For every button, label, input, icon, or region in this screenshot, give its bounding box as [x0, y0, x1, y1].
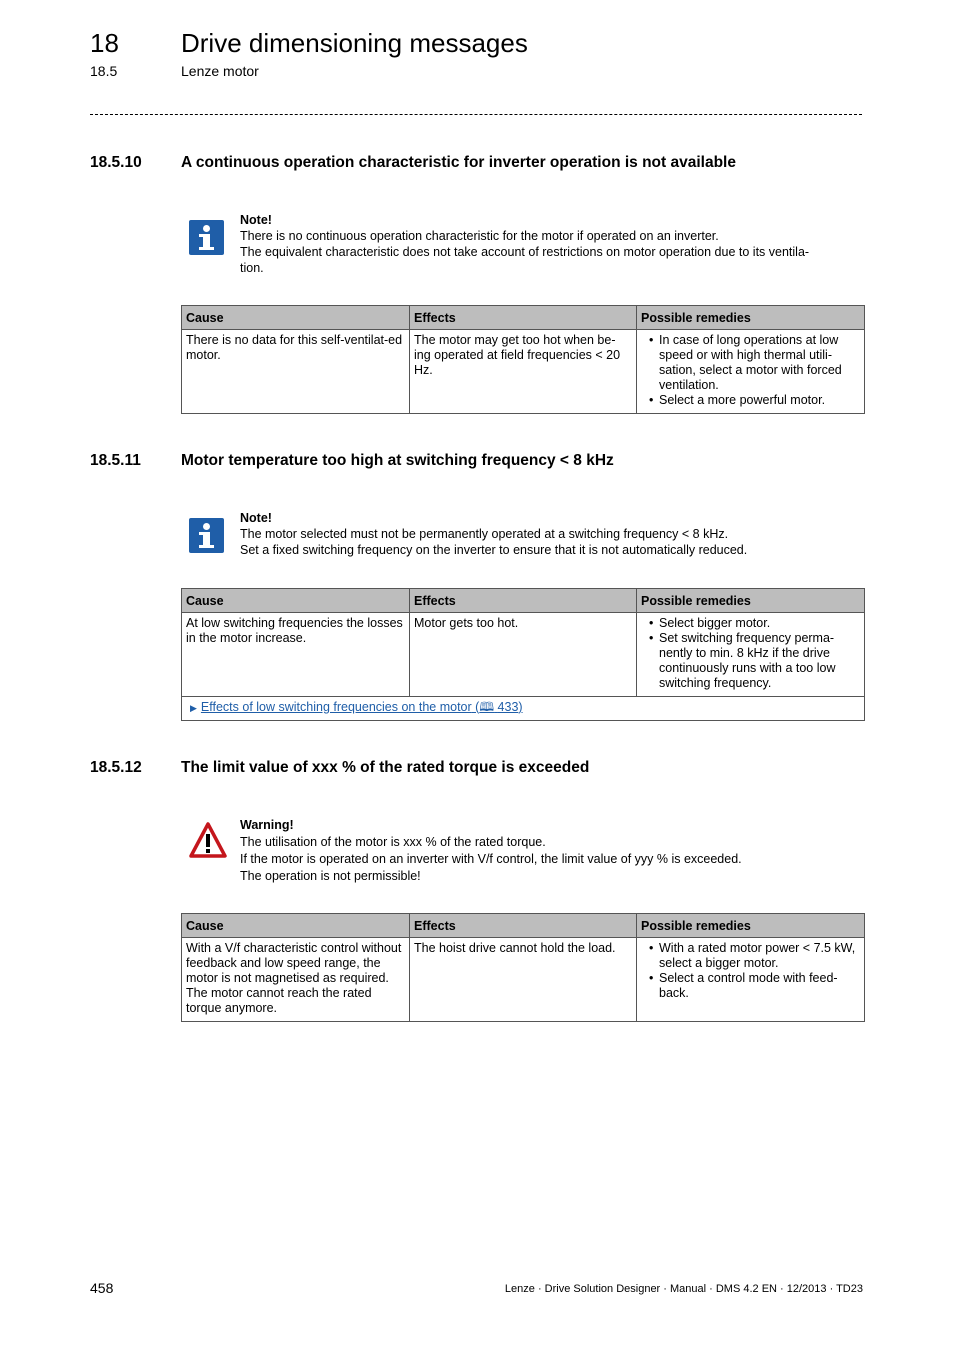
column-header-effects: Effects	[410, 306, 637, 330]
warning-line: The operation is not permissible!	[240, 869, 421, 883]
remedies-cell	[637, 613, 865, 697]
section-title: Lenze motor	[181, 63, 259, 79]
message-table	[181, 913, 865, 1022]
remedies-cell	[637, 938, 865, 1022]
column-header-effects: Effects	[410, 589, 637, 613]
info-icon	[189, 518, 224, 553]
subsection-number: 18.5.12	[90, 759, 142, 776]
remedy-item: • Select a control mode with feed-back.	[659, 971, 860, 1001]
chapter-title: Drive dimensioning messages	[181, 28, 528, 58]
cause-cell: With a V/f characteristic control without feedback and low speed range, the motor is not magnetised as required. The motor cannot reach the rated torque anymore.	[182, 938, 410, 1022]
column-header-remedies: Possible remedies	[637, 589, 865, 613]
cross-reference-link[interactable]: Effects of low switching frequencies on the motor	[200, 700, 472, 714]
note-heading: Note!	[240, 511, 272, 525]
table-row	[182, 613, 865, 697]
document-info: Lenze · Drive Solution Designer · Manual · DMS 4.2 EN · 12/2013 · TD23	[504, 1283, 863, 1295]
warning-box	[240, 817, 860, 884]
header-divider	[90, 114, 862, 115]
warning-line: The utilisation of the motor is xxx % of the rated torque.	[240, 835, 546, 849]
warning-triangle-icon	[189, 822, 227, 858]
book-icon: 🕮	[479, 700, 495, 714]
effects-cell: The motor may get too hot when be-ing operated at field frequencies < 20 Hz.	[410, 330, 637, 414]
reference-cell: ▶ Effects of low switching frequencies on the motor (🕮 433)	[182, 697, 865, 721]
remedy-item: • Set switching frequency perma-nently to min. 8 kHz if the drive continuously runs with a too low switching frequency.	[659, 631, 860, 691]
remedies-cell	[637, 330, 865, 414]
subsection-number: 18.5.11	[90, 452, 141, 469]
column-header-cause: Cause	[182, 914, 410, 938]
column-header-cause: Cause	[182, 306, 410, 330]
info-icon	[189, 220, 224, 255]
column-header-cause: Cause	[182, 589, 410, 613]
table-link-row	[182, 697, 865, 721]
message-table	[181, 588, 865, 721]
effects-cell: Motor gets too hot.	[410, 613, 637, 697]
table-header-row	[182, 914, 865, 938]
column-header-remedies: Possible remedies	[637, 306, 865, 330]
cause-cell: At low switching frequencies the losses in the motor increase.	[182, 613, 410, 697]
remedy-item: • Select bigger motor.	[659, 616, 860, 631]
page-reference[interactable]: 433	[497, 700, 519, 714]
effects-cell: The hoist drive cannot hold the load.	[410, 938, 637, 1022]
warning-line: If the motor is operated on an inverter with V/f control, the limit value of yyy % is exceeded.	[240, 852, 742, 866]
table-row	[182, 330, 865, 414]
note-line: Set a fixed switching frequency on the inverter to ensure that it is not automatically reduced.	[240, 543, 748, 557]
remedy-item: • With a rated motor power < 7.5 kW, select a bigger motor.	[659, 941, 860, 971]
subsection-title: Motor temperature too high at switching frequency < 8 kHz	[181, 452, 614, 469]
note-line: The motor selected must not be permanently operated at a switching frequency < 8 kHz.	[240, 527, 729, 541]
column-header-effects: Effects	[410, 914, 637, 938]
cause-cell: There is no data for this self-ventilat-ed motor.	[182, 330, 410, 414]
note-box	[240, 212, 860, 276]
subsection-title: The limit value of xxx % of the rated torque is exceeded	[181, 759, 590, 776]
warning-heading: Warning!	[240, 818, 294, 832]
subsection-title: A continuous operation characteristic for inverter operation is not available	[181, 154, 736, 171]
arrow-right-icon: ▶	[190, 703, 197, 713]
chapter-number: 18	[90, 28, 119, 58]
message-table	[181, 305, 865, 414]
subsection-number: 18.5.10	[90, 154, 142, 171]
note-line: There is no continuous operation characteristic for the motor if operated on an inverter.	[240, 229, 719, 243]
note-box	[240, 510, 860, 558]
section-number: 18.5	[90, 63, 118, 79]
table-header-row	[182, 589, 865, 613]
table-header-row	[182, 306, 865, 330]
note-heading: Note!	[240, 213, 272, 227]
page-number: 458	[90, 1280, 114, 1296]
note-line: The equivalent characteristic does not take account of restrictions on motor operation due to its ventila-	[240, 245, 810, 259]
column-header-remedies: Possible remedies	[637, 914, 865, 938]
note-line: tion.	[240, 261, 264, 275]
table-row	[182, 938, 865, 1022]
remedy-item: • In case of long operations at low speed or with high thermal utili-sation, select a motor with forced ventilation.	[659, 333, 860, 393]
remedy-item: • Select a more powerful motor.	[659, 393, 860, 408]
